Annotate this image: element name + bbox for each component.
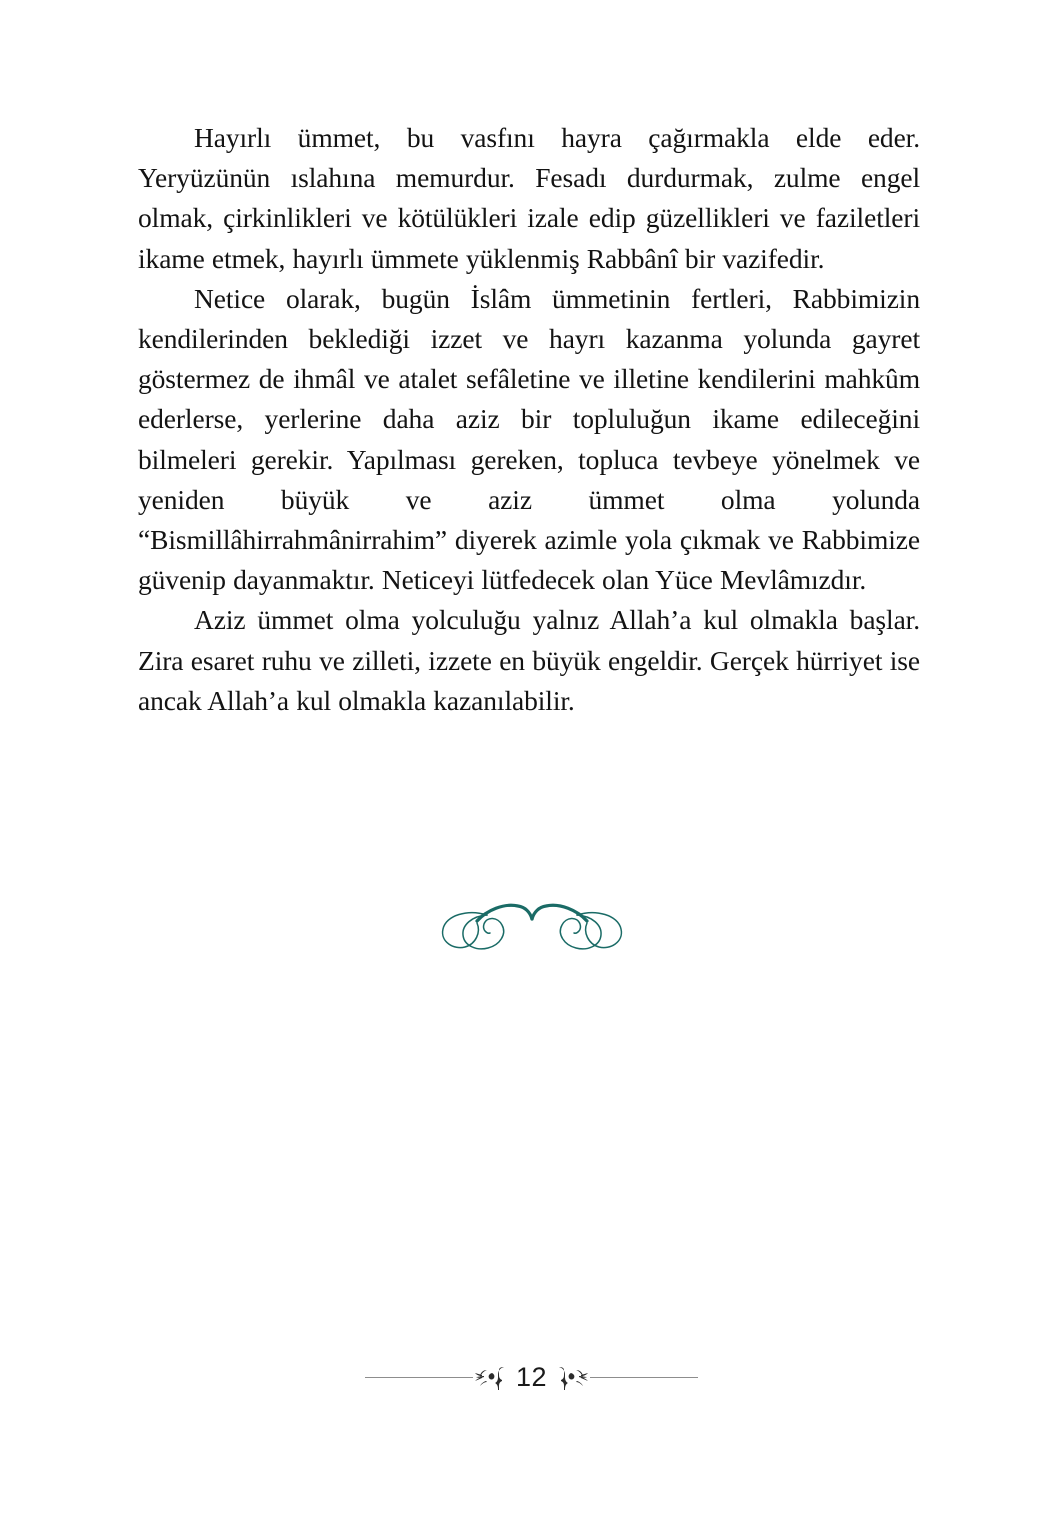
section-divider-ornament — [0, 884, 1063, 964]
footer-rule-left — [365, 1377, 473, 1378]
floral-brace-left-icon — [474, 1364, 508, 1390]
floral-brace-right-icon — [555, 1364, 589, 1390]
page-number: 12 — [515, 1361, 548, 1392]
footer-inner — [365, 1361, 698, 1392]
page-text-block — [138, 118, 920, 721]
body-paragraph: Aziz ümmet olma yolculuğu yalnız Allah’a kul olmakla başlar. Zira esaret ruhu ve zilleti, izzete en büyük engeldir. Gerçek hürriyet ise ancak Allah’a kul olmakla kazanılabilir. — [138, 604, 920, 716]
page-footer — [0, 1352, 1063, 1402]
teal-loop-flourish-icon — [432, 889, 632, 959]
body-paragraph: Netice olarak, bugün İslâm ümmetinin fertleri, Rabbimizin kendilerinden beklediği izzet ve hayrı kazanma yolunda gayret göstermez de ihmâl ve atalet sefâletine ve illetine kendilerini mahkûm ederlerse, yerlerine daha aziz bir topluluğun ikame edileceğini bilmeleri gerekir. Yapılması gereken, topluca tevbeye yönelmek ve yeniden büyük ve aziz ümmet olma yolunda “Bismillâhirrahmânirrahim” diyerek azimle yola çıkmak ve Rabbimize güvenip dayanmaktır. Neticeyi lütfedecek olan Yüce Mevlâmızdır. — [138, 282, 920, 596]
body-paragraph: Hayırlı ümmet, bu vasfını hayra çağırmakla elde eder. Yeryüzünün ıslahına memurdur. Fesadı durdurmak, zulme engel olmak, çirkinlikleri ve kötülükleri izale edip güzellikleri ve faziletleri ikame etmek, hayırlı ümmete yüklenmiş Rabbânî bir vazifedir. — [138, 122, 920, 274]
footer-rule-right — [590, 1377, 698, 1378]
